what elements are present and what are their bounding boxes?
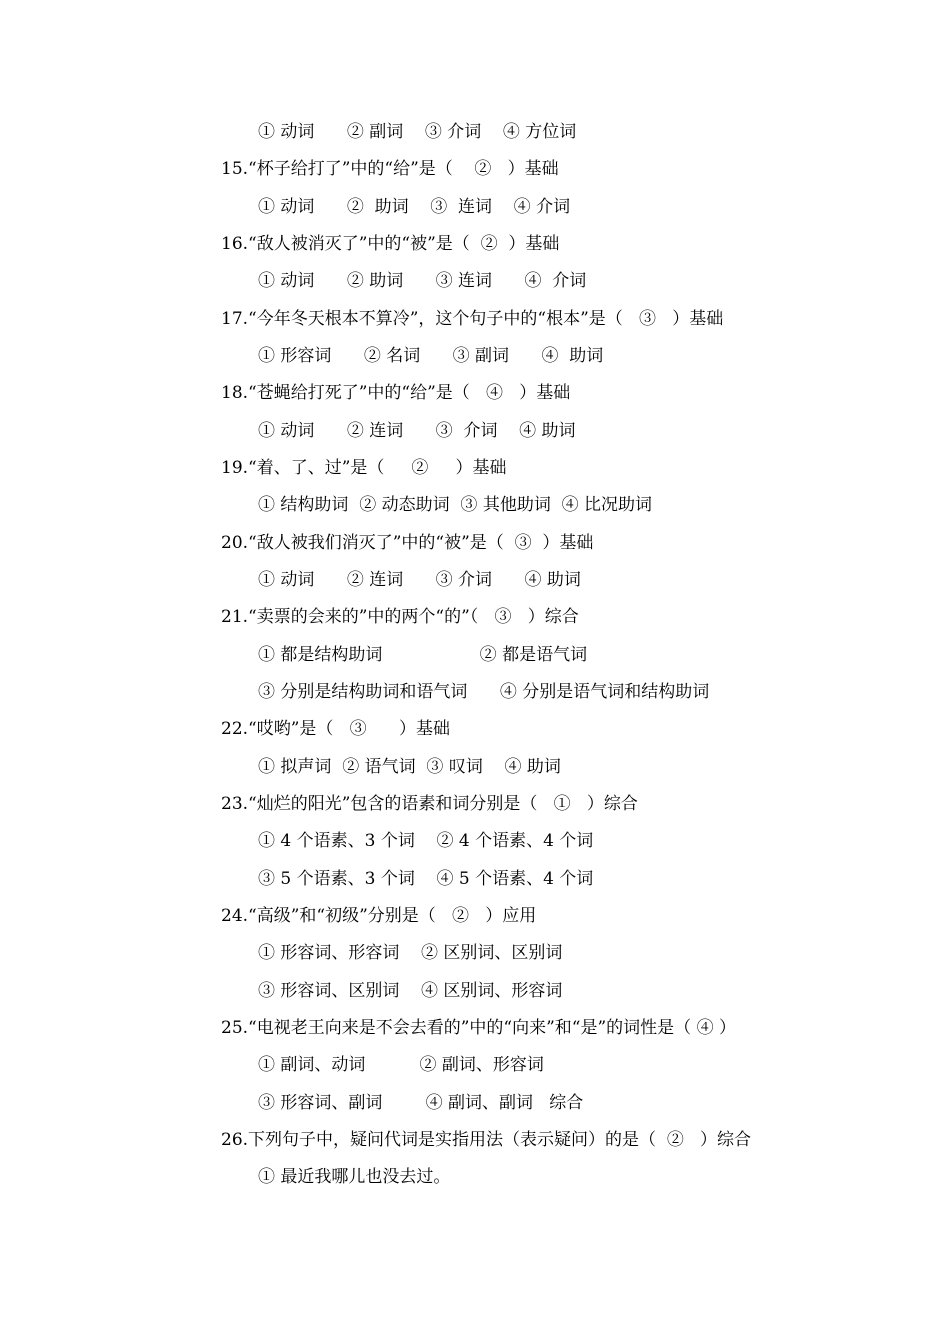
question-21-options-2: ③ 分别是结构助词和语气词 ④ 分别是语气词和结构助词 [258,682,710,702]
question-25-options-1: ① 副词、动词 ② 副词、形容词 [258,1055,544,1075]
question-15-options: ① 动词 ② 助词 ③ 连词 ④ 介词 [258,197,571,217]
question-19: 19.“着、了、过”是（ ② ）基础 [221,458,507,478]
question-24: 24.“高级”和“初级”分别是（ ② ）应用 [221,906,537,926]
question-15: 15.“杯子给打了”中的“给”是（ ② ）基础 [221,159,559,179]
question-14-options: ① 动词 ② 副词 ③ 介词 ④ 方位词 [258,122,577,142]
question-19-options: ① 结构助词 ② 动态助词 ③ 其他助词 ④ 比况助词 [258,495,653,515]
question-16-options: ① 动词 ② 助词 ③ 连词 ④ 介词 [258,271,587,291]
question-23-options-2: ③ 5 个语素、3 个词 ④ 5 个语素、4 个词 [258,869,594,889]
question-17: 17.“今年冬天根本不算冷”，这个句子中的“根本”是（ ③ ）基础 [221,309,724,329]
question-22-options: ① 拟声词 ② 语气词 ③ 叹词 ④ 助词 [258,757,561,777]
question-26: 26.下列句子中，疑问代词是实指用法（表示疑问）的是（ ② ）综合 [221,1130,752,1150]
question-16: 16.“敌人被消灭了”中的“被”是（ ② ）基础 [221,234,560,254]
question-26-option-1: ① 最近我哪儿也没去过。 [258,1167,451,1187]
question-22: 22.“哎哟”是（ ③ ）基础 [221,719,451,739]
question-20-options: ① 动词 ② 连词 ③ 介词 ④ 助词 [258,570,581,590]
question-25-options-2: ③ 形容词、副词 ④ 副词、副词 综合 [258,1093,584,1113]
question-25: 25.“电视老王向来是不会去看的”中的“向来”和“是”的词性是（ ④ ） [221,1018,736,1038]
question-18-options: ① 动词 ② 连词 ③ 介词 ④ 助词 [258,421,576,441]
question-20: 20.“敌人被我们消灭了”中的“被”是（ ③ ）基础 [221,533,594,553]
question-23-options-1: ① 4 个语素、3 个词 ② 4 个语素、4 个词 [258,831,594,851]
question-21-options-1: ① 都是结构助词 ② 都是语气词 [258,645,588,665]
question-17-options: ① 形容词 ② 名词 ③ 副词 ④ 助词 [258,346,604,366]
question-18: 18.“苍蝇给打死了”中的“给”是（ ④ ）基础 [221,383,571,403]
question-24-options-1: ① 形容词、形容词 ② 区别词、区别词 [258,943,563,963]
question-24-options-2: ③ 形容词、区别词 ④ 区别词、形容词 [258,981,563,1001]
question-21: 21.“卖票的会来的”中的两个“的”（ ③ ）综合 [221,607,579,627]
question-23: 23.“灿烂的阳光”包含的语素和词分别是（ ① ）综合 [221,794,638,814]
